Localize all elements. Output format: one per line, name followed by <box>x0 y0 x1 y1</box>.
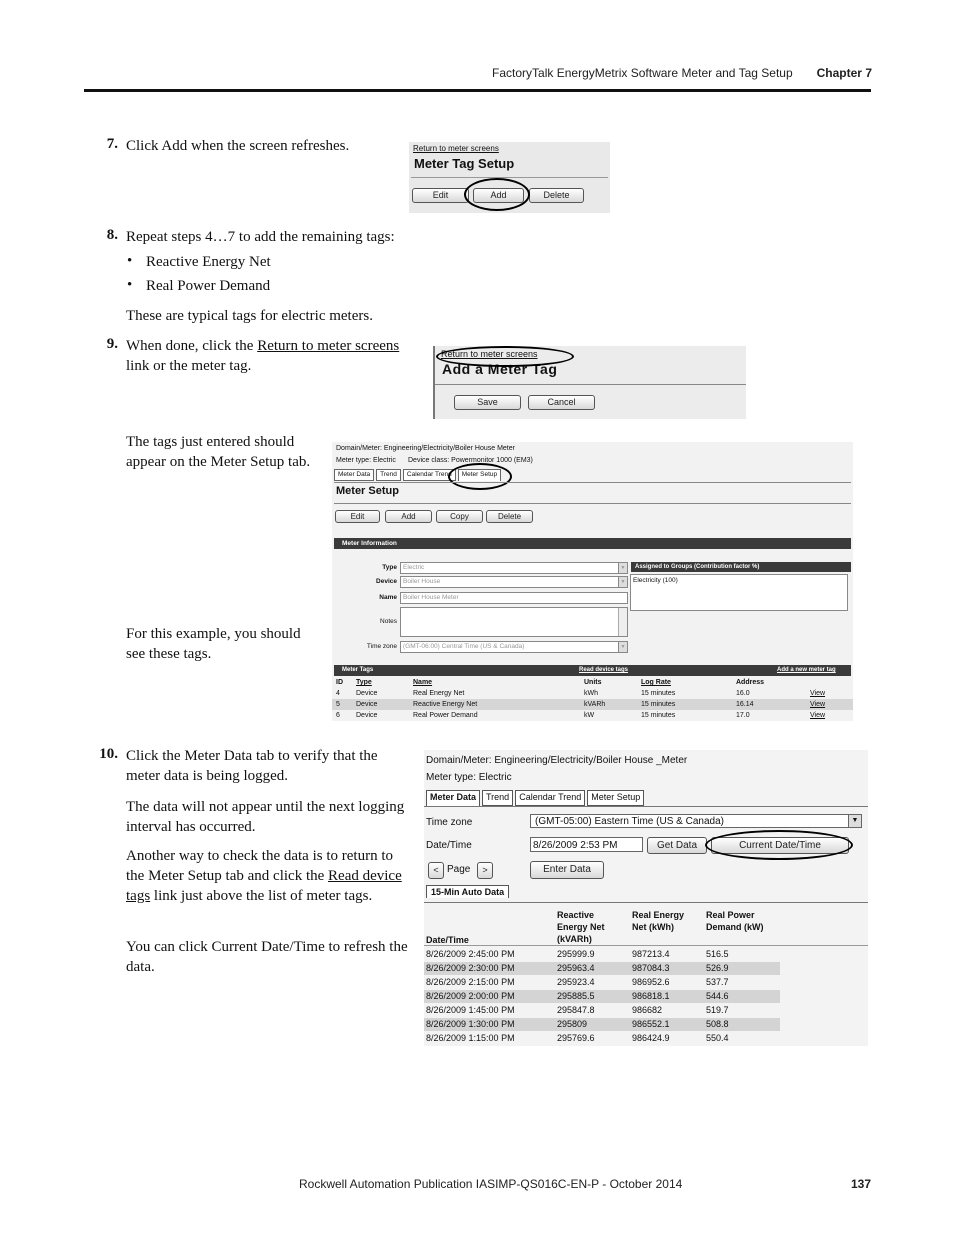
type-select[interactable]: Electric ▼ <box>400 562 628 574</box>
delete-button[interactable]: Delete <box>529 188 584 203</box>
step-10-paragraph-3: Another way to check the data is to return to the Meter Setup tab and click the Read device tags link just above the list of meter tags. <box>126 848 402 904</box>
return-link[interactable]: Return to meter screens <box>413 144 499 153</box>
timezone-label: Time zone <box>366 643 397 650</box>
table-cell: 8/26/2009 1:15:00 PM <box>426 1033 515 1043</box>
step-10-paragraph-4: You can click Current Date/Time to refresh the data. <box>126 939 408 975</box>
meter-tags-title: Meter Tags <box>342 667 374 673</box>
step-9-note-2: For this example, you should see these tags. <box>126 626 301 662</box>
dropdown-arrow-icon: ▼ <box>618 577 627 587</box>
step-9-number: 9. <box>106 336 118 352</box>
add-new-meter-tag-link[interactable]: Add a new meter tag <box>777 667 836 673</box>
edit-button[interactable]: Edit <box>412 188 469 203</box>
divider <box>424 806 868 807</box>
step-7-text: Click Add when the screen refreshes. <box>126 138 350 154</box>
datetime-label: Date/Time <box>426 840 472 851</box>
device-class-text: Device class: Powermonitor 1000 (EM3) <box>408 457 533 464</box>
type-label: Type <box>382 564 397 571</box>
column-header-reactive-energy: Reactive Energy Net (kVARh) <box>557 910 605 944</box>
meter-type-text: Meter type: Electric <box>426 772 512 783</box>
table-row <box>424 962 780 975</box>
tab-meter-setup[interactable]: Meter Setup <box>458 469 501 481</box>
step-7-number: 7. <box>106 136 118 152</box>
domain-meter-text: Domain/Meter: Engineering/Electricity/Boiler House Meter <box>336 445 515 452</box>
table-cell: 8/26/2009 2:15:00 PM <box>426 977 515 987</box>
table-row <box>424 990 780 1003</box>
header-title: FactoryTalk EnergyMetrix Software Meter and Tag Setup <box>492 66 793 80</box>
table-cell: 8/26/2009 2:30:00 PM <box>426 963 515 973</box>
bullet-dot: • <box>127 253 133 269</box>
add-button[interactable]: Add <box>385 510 432 523</box>
view-link[interactable]: View <box>810 701 826 708</box>
cancel-button[interactable]: Cancel <box>528 395 595 410</box>
device-label: Device <box>376 578 397 585</box>
table-cell: 987213.4 <box>632 949 670 959</box>
table-cell: 295769.6 <box>557 1033 595 1043</box>
table-cell: 986552.1 <box>632 1019 670 1029</box>
save-button[interactable]: Save <box>454 395 521 410</box>
view-link[interactable]: View <box>810 712 826 719</box>
tab-trend[interactable]: Trend <box>482 790 513 806</box>
table-row <box>424 948 780 961</box>
table-row[interactable]: 4 Device Real Energy Net kWh 15 minutes 16.0 View <box>336 690 826 697</box>
table-row <box>424 976 780 989</box>
step-10-text: Click the Meter Data tab to verify that the meter data is being logged. <box>126 748 378 784</box>
meter-tag-setup-title: Meter Tag Setup <box>414 156 515 171</box>
tab-meter-data[interactable]: Meter Data <box>426 790 480 806</box>
step-8-number: 8. <box>106 227 118 243</box>
page-number: 137 <box>851 1177 872 1191</box>
name-field[interactable]: Boiler House Meter <box>400 592 628 604</box>
table-cell: 295847.8 <box>557 1005 595 1015</box>
table-row[interactable]: 6 Device Real Power Demand kW 15 minutes 17.0 View <box>336 712 826 719</box>
frame-edge <box>433 346 435 419</box>
meter-setup-title: Meter Setup <box>336 485 399 497</box>
meter-tag-setup-screenshot <box>409 142 610 213</box>
tab-calendar-trend[interactable]: Calendar Trend <box>403 469 456 481</box>
table-cell: 537.7 <box>706 977 729 987</box>
device-select[interactable]: Boiler House ▼ <box>400 576 628 588</box>
notes-field[interactable] <box>400 607 628 637</box>
header-chapter: Chapter 7 <box>816 66 872 80</box>
meter-setup-screenshot <box>332 442 853 721</box>
timezone-select[interactable]: (GMT-05:00) Eastern Time (US & Canada) ▼ <box>530 814 862 828</box>
footer-publication: Rockwell Automation Publication IASIMP-QS016C-EN-P - October 2014 <box>299 1177 683 1191</box>
highlight-oval <box>448 463 512 490</box>
highlight-oval <box>705 830 853 860</box>
column-header-real-energy: Real Energy Net (kWh) <box>632 910 685 932</box>
table-cell: 544.6 <box>706 991 729 1001</box>
previous-page-button[interactable]: < <box>428 862 444 879</box>
edit-button[interactable]: Edit <box>335 510 380 523</box>
table-cell: 986818.1 <box>632 991 670 1001</box>
table-row <box>424 1032 780 1045</box>
divider <box>334 503 851 504</box>
tab-calendar-trend[interactable]: Calendar Trend <box>515 790 585 806</box>
step-10-paragraph-2: The data will not appear until the next logging interval has occurred. <box>126 799 405 835</box>
add-meter-tag-screenshot <box>433 346 746 419</box>
return-link[interactable]: Return to meter screens <box>441 349 538 359</box>
highlight-oval <box>436 346 574 367</box>
tags-header-row: ID Type Name Units Log Rate Address <box>336 679 765 686</box>
get-data-button[interactable]: Get Data <box>647 837 707 854</box>
dropdown-arrow-icon: ▼ <box>618 563 627 573</box>
groups-list[interactable]: Electricity (100) <box>630 574 848 611</box>
groups-header: Assigned to Groups (Contribution factor %) <box>631 562 851 572</box>
bullet-real-power-demand: Real Power Demand <box>146 278 271 294</box>
table-cell: 508.8 <box>706 1019 729 1029</box>
meter-information-bar: Meter Information <box>334 538 851 549</box>
add-meter-tag-title: Add a Meter Tag <box>442 361 558 377</box>
table-cell: 8/26/2009 2:00:00 PM <box>426 991 515 1001</box>
divider <box>334 482 851 483</box>
tab-meter-setup[interactable]: Meter Setup <box>587 790 644 806</box>
meter-tags-bar <box>334 665 851 676</box>
table-cell: 8/26/2009 1:30:00 PM <box>426 1019 515 1029</box>
table-cell: 986952.6 <box>632 977 670 987</box>
tab-meter-data[interactable]: Meter Data <box>334 469 374 481</box>
column-header-date-time: Date/Time <box>426 935 469 945</box>
table-cell: 516.5 <box>706 949 729 959</box>
page-label: Page <box>447 864 471 875</box>
next-page-button[interactable]: > <box>477 862 493 879</box>
timezone-select[interactable]: (GMT-06:00) Central Time (US & Canada) ▼ <box>400 641 628 653</box>
table-cell: 295809 <box>557 1019 588 1029</box>
meter-type-text: Meter type: Electric <box>336 457 396 464</box>
tab-trend[interactable]: Trend <box>376 469 401 481</box>
notes-label: Notes <box>380 618 397 625</box>
dropdown-arrow-icon: ▼ <box>848 815 861 827</box>
highlight-oval <box>464 178 530 211</box>
timezone-label: Time zone <box>426 817 473 828</box>
table-row[interactable]: 5 Device Reactive Energy Net kVARh 15 minutes 16.14 View <box>332 699 853 710</box>
table-cell: 986424.9 <box>632 1033 670 1043</box>
divider <box>435 384 746 385</box>
table-cell: 519.7 <box>706 1005 729 1015</box>
dropdown-arrow-icon: ▼ <box>618 642 627 652</box>
table-row <box>424 1018 780 1031</box>
step-9-note-1: The tags just entered should appear on the Meter Setup tab. <box>126 434 311 470</box>
step-8-note: These are typical tags for electric meters. <box>126 308 373 324</box>
table-cell: 295885.5 <box>557 991 595 1001</box>
scrollbar[interactable] <box>618 608 627 636</box>
return-to-meter-screens-link[interactable]: Return to meter screens <box>257 338 400 354</box>
meter-data-screenshot <box>424 750 868 1046</box>
table-cell: 8/26/2009 1:45:00 PM <box>426 1005 515 1015</box>
table-cell: 987084.3 <box>632 963 670 973</box>
step-9-text: When done, click the Return to meter screens link or the meter tag. <box>126 338 400 374</box>
read-device-tags-link[interactable]: Read device tags <box>126 868 402 904</box>
table-row <box>424 1004 780 1017</box>
divider <box>411 177 608 178</box>
table-cell: 295963.4 <box>557 963 595 973</box>
step-10-number: 10. <box>99 746 118 762</box>
bullet-reactive-energy-net: Reactive Energy Net <box>146 254 271 270</box>
read-device-tags-link[interactable]: Read device tags <box>579 667 629 673</box>
header-rule <box>84 89 871 92</box>
table-cell: 295999.9 <box>557 949 595 959</box>
tab-15-min-auto-data[interactable]: 15-Min Auto Data <box>426 885 509 898</box>
divider <box>424 945 868 946</box>
enter-data-button[interactable]: Enter Data <box>530 861 604 879</box>
table-cell: 550.4 <box>706 1033 729 1043</box>
tab-bar <box>426 790 644 806</box>
bullet-dot: • <box>127 277 133 293</box>
domain-meter-text: Domain/Meter: Engineering/Electricity/Boiler House _Meter <box>426 755 688 766</box>
copy-button[interactable]: Copy <box>436 510 483 523</box>
table-cell: 295923.4 <box>557 977 595 987</box>
name-label: Name <box>379 594 397 601</box>
step-8-text: Repeat steps 4…7 to add the remaining tags: <box>126 229 395 245</box>
table-cell: 8/26/2009 2:45:00 PM <box>426 949 515 959</box>
table-cell: 986682 <box>632 1005 663 1015</box>
current-date-time-button[interactable]: Current Date/Time <box>711 837 849 854</box>
datetime-field[interactable]: 8/26/2009 2:53 PM <box>530 837 643 852</box>
running-header <box>492 66 872 80</box>
table-cell: 526.9 <box>706 963 729 973</box>
view-link[interactable]: View <box>810 690 826 697</box>
delete-button[interactable]: Delete <box>486 510 533 523</box>
add-button[interactable]: Add <box>473 188 524 203</box>
divider <box>424 902 868 903</box>
column-header-real-power-demand: Real Power Demand (kW) <box>706 910 764 932</box>
